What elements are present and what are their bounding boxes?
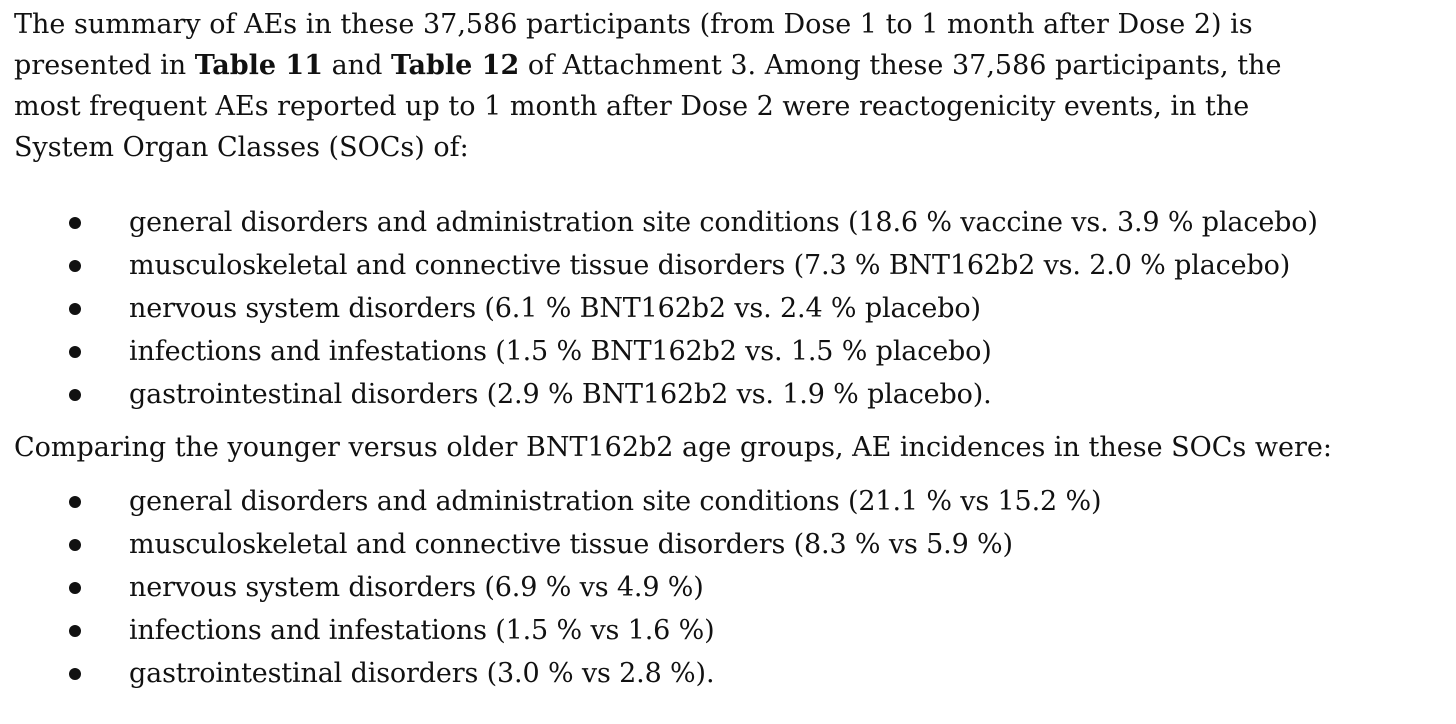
list-item-text: general disorders and administration site conditions (18.6 % vaccine vs. 3.9 % placebo) <box>129 207 1318 238</box>
comparison-line: Comparing the younger versus older BNT162b2 age groups, AE incidences in these SOCs were: <box>14 432 1332 463</box>
list-item-text: infections and infestations (1.5 % BNT162b2 vs. 1.5 % placebo) <box>129 336 992 367</box>
list-item <box>14 566 1450 609</box>
bullet-icon <box>69 260 81 272</box>
list-item-text: nervous system disorders (6.1 % BNT162b2 vs. 2.4 % placebo) <box>129 293 981 324</box>
list-item-text: gastrointestinal disorders (2.9 % BNT162b2 vs. 1.9 % placebo). <box>129 379 992 410</box>
comparison-paragraph <box>14 427 1450 468</box>
bullet-icon <box>69 389 81 401</box>
bullet-icon <box>69 582 81 594</box>
intro-line-2-pre: presented in <box>14 50 195 81</box>
list-item-text: musculoskeletal and connective tissue disorders (7.3 % BNT162b2 vs. 2.0 % placebo) <box>129 250 1291 281</box>
list-item-text: gastrointestinal disorders (3.0 % vs 2.8 %). <box>129 658 715 689</box>
bullet-icon <box>69 625 81 637</box>
table-12-reference: Table 12 <box>390 50 520 81</box>
intro-line-2 <box>14 45 1450 86</box>
intro-line-2-mid: and <box>323 50 391 81</box>
list-item <box>14 201 1450 244</box>
bullet-icon <box>69 217 81 229</box>
list-item <box>14 523 1450 566</box>
list-item <box>14 330 1450 373</box>
age-group-bullet-list <box>14 480 1450 695</box>
intro-paragraph <box>14 4 1450 168</box>
bullet-icon <box>69 346 81 358</box>
list-item <box>14 244 1450 287</box>
list-item <box>14 609 1450 652</box>
intro-line-3: most frequent AEs reported up to 1 month after Dose 2 were reactogenicity events, in the <box>14 91 1250 122</box>
document-page <box>14 4 1450 695</box>
table-11-reference: Table 11 <box>194 50 323 81</box>
bullet-icon <box>69 496 81 508</box>
list-item <box>14 652 1450 695</box>
list-item-text: nervous system disorders (6.9 % vs 4.9 %) <box>129 572 704 603</box>
list-item <box>14 287 1450 330</box>
bullet-icon <box>69 303 81 315</box>
intro-line-1: The summary of AEs in these 37,586 participants (from Dose 1 to 1 month after Dose 2) is <box>14 9 1253 40</box>
bullet-icon <box>69 539 81 551</box>
bullet-icon <box>69 668 81 680</box>
soc-bullet-list <box>14 201 1450 416</box>
list-item-text: musculoskeletal and connective tissue disorders (8.3 % vs 5.9 %) <box>129 529 1013 560</box>
list-item <box>14 373 1450 416</box>
list-item <box>14 480 1450 523</box>
list-item-text: general disorders and administration site conditions (21.1 % vs 15.2 %) <box>129 486 1102 517</box>
intro-line-4: System Organ Classes (SOCs) of: <box>14 132 469 163</box>
intro-line-2-post: of Attachment 3. Among these 37,586 participants, the <box>519 50 1282 81</box>
list-item-text: infections and infestations (1.5 % vs 1.6 %) <box>129 615 715 646</box>
